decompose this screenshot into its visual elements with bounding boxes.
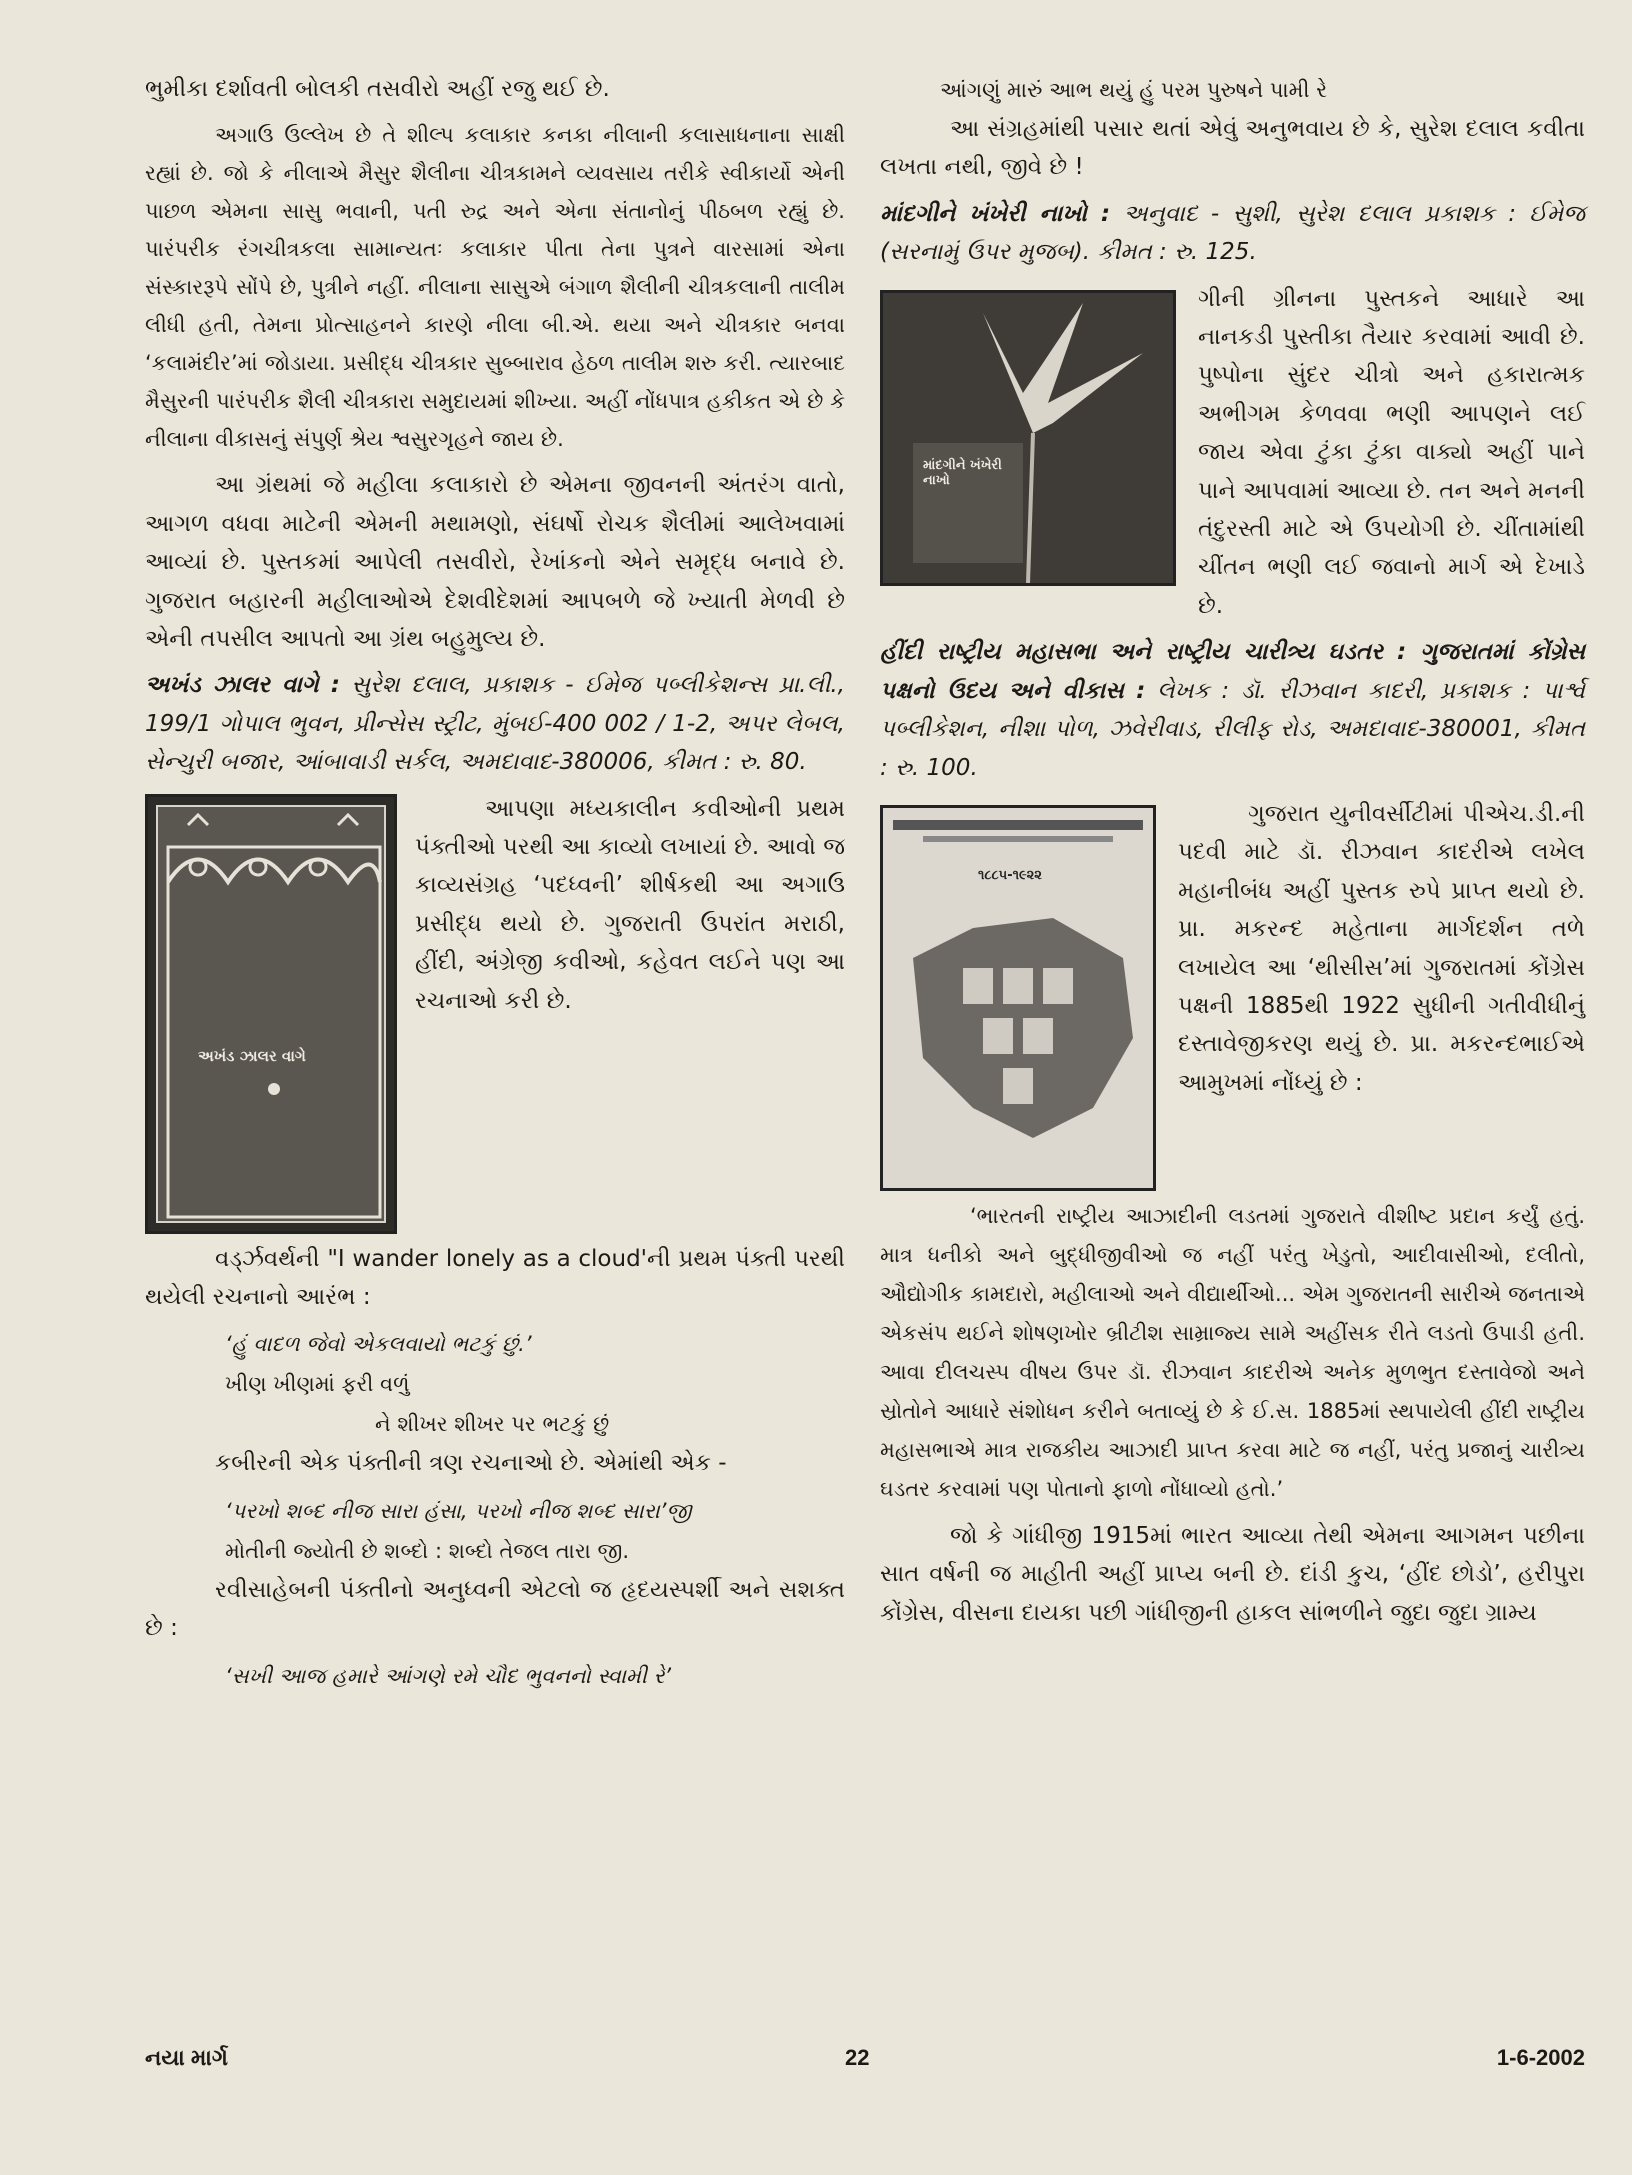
book-meta: સુરેશ દલાલ, પ્રકાશક - ઈમેજ પબ્લીકેશન્સ પ્રા.લી., 199/1 ગોપાલ ભુવન, પ્રીન્સેસ સ્ટ્રીટ, મુંબઈ-400 002 / 1-2, અપર લેબલ, સેન્ચુરી બજાર, આંબાવાડી સર્કલ, અમદાવાદ-380006, કીમત : રુ. 80. bbox=[145, 672, 845, 776]
page-number: 22 bbox=[845, 2045, 870, 2070]
flower-icon bbox=[883, 293, 1173, 583]
verse-line: આંગણું મારું આભ થયું હું પરમ પુરુષને પામી રે bbox=[940, 78, 1328, 102]
book-cover-akhand-jhalar bbox=[145, 794, 397, 1234]
paragraph: કબીરની એક પંક્તીની ત્રણ રચનાઓ છે. એમાંથી એક - bbox=[215, 1450, 727, 1477]
verse-line: ‘હું વાદળ જેવો એકલવાયો ભટકું છું.’ bbox=[225, 1332, 532, 1357]
cover-title: અખંડ ઝાલર વાગે bbox=[198, 1046, 306, 1065]
book-title: માંદગીને ખંખેરી નાખો : bbox=[880, 200, 1111, 227]
book-cover-congress bbox=[880, 805, 1156, 1191]
paragraph: રવીસાહેબની પંક્તીનો અનુધ્વની એટલો જ હૃદયસ્પર્શી અને સશક્ત છે : bbox=[145, 1576, 845, 1642]
book-entry-congress bbox=[880, 633, 1585, 787]
quotation: ‘ભારતની રાષ્ટ્રીય આઝાદીની લડતમાં ગુજરાતે વીશીષ્ટ પ્રદાન કર્યું હતું. માત્ર ધનીકો અને બુદ્ધીજીવીઓ જ નહીં પરંતુ ખેડુતો, આદીવાસીઓ, દલીતો, ઔદ્યોગીક કામદારો, મહીલાઓ અને વીદ્યાર્થીઓ... એમ ગુજરાતની સારીએ જનતાએ એકસંપ થઈને શોષણખોર બ્રીટીશ સામ્રાજ્ય સામે અહીંસક રીતે લડતો ઉપાડી હતી. આવા દીલચસ્પ વીષય ઉપર ડૉ. રીઝવાન કાદરીએ અનેક મુળભુત દસ્તાવેજો અને સ્રોતોને આધારે સંશોધન કરીને બતાવ્યું છે કે ઈ.સ. 1885માં સ્થપાયેલી હીંદી રાષ્ટ્રીય મહાસભાએ માત્ર રાજકીય આઝાદી પ્રાપ્ત કરવા માટે જ નહીં, પરંતુ પ્રજાનું ચારીત્ર્ય ઘડતર કરવામાં પણ પોતાનો ફાળો નોંધાવ્યો હતો.’ bbox=[880, 1203, 1585, 1501]
map-icon bbox=[883, 808, 1153, 1188]
book-title: અખંડ ઝાલર વાગે : bbox=[145, 672, 340, 699]
paragraph: અગાઉ ઉલ્લેખ છે તે શીલ્પ કલાકાર કનકા નીલાની કલાસાધનાના સાક્ષી રહ્યાં છે. જો કે નીલાએ મૈસુર શૈલીના ચીત્રકામને વ્યવસાય તરીકે સ્વીકાર્યો એની પાછળ એમના સાસુ ભવાની, પતી રુદ્ર અને એના સંતાનોનું પીઠબળ રહ્યું છે. પારંપરીક રંગચીત્રકલા સામાન્યતઃ કલાકાર પીતા તેના પુત્રને વારસામાં એના સંસ્કારરૂપે સોંપે છે, પુત્રીને નહીં. નીલાના સાસુએ બંગાળ શૈલીની ચીત્રકલાની તાલીમ લીધી હતી, તેમના પ્રોત્સાહનને કારણે નીલા બી.એ. થયા અને ચીત્રકાર બનવા ‘કલામંદીર’માં જોડાયા. પ્રસીદ્ધ ચીત્રકાર સુબ્બારાવ હેઠળ તાલીમ શરુ કરી. ત્યારબાદ મૈસુરની પારંપરીક શૈલી ચીત્રકારા સમુદાયમાં શીખ્યા. અહીં નોંધપાત્ર હકીકત એ છે કે નીલાના વીકાસનું સંપુર્ણ શ્રેય શ્વસુરગૃહને જાય છે. bbox=[145, 123, 845, 452]
verse-line: ને શીખર શીખર પર ભટકું છું bbox=[375, 1412, 610, 1437]
paragraph: ગીની ગ્રીનના પુસ્તકને આધારે આ નાનકડી પુસ્તીકા તૈયાર કરવામાં આવી છે. પુષ્પોના સુંદર ચીત્રો અને હકારાત્મક અભીગમ કેળવવા ભણી આપણને લઈ જાય એવા ટુંકા ટુંકા વાક્યો અહીં પાને પાને આપવામાં આવ્યા છે. તન અને મનની તંદુરસ્તી માટે એ ઉપયોગી છે. ચીંતામાંથી ચીંતન ભણી લઈ જવાનો માર્ગ એ દેખાડે છે. bbox=[1198, 285, 1585, 619]
cover-title: માંદગીને ખંખેરી નાખો bbox=[923, 457, 1002, 488]
paragraph: જો કે ગાંધીજી 1915માં ભારત આવ્યા તેથી એમના આગમન પછીના સાત વર્ષની જ માહીતી અહીં પ્રાપ્ય બની છે. દાંડી કુચ, ‘હીંદ છોડો’, હરીપુરા કોંગ્રેસ, વીસના દાયકા પછી ગાંધીજીની હાકલ સાંભળીને જુદા જુદા ગ્રામ્ય bbox=[880, 1522, 1585, 1626]
verse-line: ‘સખી આજ હમારે આંગણે રમે ચૌદ ભુવનનો સ્વામી રે’ bbox=[225, 1663, 672, 1688]
cover-years: ૧૮૮૫-૧૯૨૨ bbox=[978, 867, 1042, 883]
paragraph: ભુમીકા દર્શાવતી બોલકી તસવીરો અહીં રજુ થઈ છે. bbox=[145, 76, 610, 102]
paragraph: આ ગ્રંથમાં જે મહીલા કલાકારો છે એમના જીવનની અંતરંગ વાતો, આગળ વધવા માટેની એમની મથામણો, સંઘર્ષો રોચક શૈલીમાં આલેખવામાં આવ્યાં છે. પુસ્તકમાં આપેલી તસવીરો, રેખાંકનો એને સમૃદ્ધ બનાવે છે. ગુજરાત બહારની મહીલાઓએ દેશવીદેશમાં આપબળે જે ખ્યાતી મેળવી છે એની તપસીલ આપતો આ ગ્રંથ બહુમુલ્ય છે. bbox=[145, 472, 845, 653]
paragraph: આપણા મધ્યકાલીન કવીઓની પ્રથમ પંક્તીઓ પરથી આ કાવ્યો લખાયાં છે. આવો જ કાવ્યસંગ્રહ ‘પદધ્વની’ શીર્ષકથી આ અગાઉ પ્રસીદ્ધ થયો છે. ગુજરાતી ઉપરાંત મરાઠી, હીંદી, અંગ્રેજી કવીઓ, કહેવત લઈને પણ આ રચનાઓ કરી છે. bbox=[415, 795, 845, 1014]
issue-date: 1-6-2002 bbox=[1496, 2045, 1585, 2070]
book-entry-akhand bbox=[145, 666, 845, 781]
page-footer bbox=[145, 2045, 1585, 2085]
verse-line: મોતીની જ્યોતી છે શબ્દો : શબ્દો તેજલ તારા જી. bbox=[225, 1538, 630, 1563]
book-title: હીંદી રાષ્ટ્રીય મહાસભા અને રાષ્ટ્રીય ચારીત્ર્ય ઘડતર : ગુજરાતમાં કોંગ્રેસ પક્ષનો ઉદય અને વીકાસ : bbox=[880, 639, 1585, 704]
verse-line: ‘પરખો શબ્દ નીજ સારા હંસા, પરખો નીજ શબ્દ સારા’જી bbox=[225, 1498, 692, 1523]
paragraph: ગુજરાત યુનીવર્સીટીમાં પીએચ.ડી.ની પદવી માટે ડૉ. રીઝવાન કાદરીએ લખેલ મહાનીબંધ અહીં પુસ્તક રુપે પ્રાપ્ત થયો છે. પ્રા. મકરન્દ મહેતાના માર્ગદર્શન તળે લખાયેલ આ ‘થીસીસ’માં ગુજરાતમાં કોંગ્રેસ પક્ષની 1885થી 1922 સુધીની ગતીવીધીનું દસ્તાવેજીકરણ થયું છે. પ્રા. મકરન્દભાઈએ આમુખમાં નોંધ્યું છે : bbox=[1178, 800, 1585, 1096]
arch-ornament-icon bbox=[158, 807, 390, 1227]
paragraph: આ સંગ્રહમાંથી પસાર થતાં એવું અનુભવાય છે કે, સુરેશ દલાલ કવીતા લખતા નથી, જીવે છે ! bbox=[880, 116, 1585, 181]
left-column bbox=[145, 70, 845, 1696]
book-entry-mandagi bbox=[880, 195, 1585, 272]
book-meta: લેખક : ડૉ. રીઝવાન કાદરી, પ્રકાશક : પાર્શ્વ પબ્લીકેશન, નીશા પોળ, ઝવેરીવાડ, રીલીફ રોડ, અમદાવાદ-380001, કીમત : રુ. 100. bbox=[880, 677, 1585, 781]
publication-name: નયા માર્ગ bbox=[145, 2045, 228, 2070]
paragraph: વર્ડ્ઝવર્થની "I wander lonely as a cloud'ની પ્રથમ પંક્તી પરથી થયેલી રચનાનો આરંભ : bbox=[145, 1245, 845, 1311]
book-cover-mandagi bbox=[880, 290, 1176, 586]
book-meta: અનુવાદ - સુશી, સુરેશ દલાલ પ્રકાશક : ઈમેજ (સરનામું ઉપર મુજબ). કીમત : રુ. 125. bbox=[880, 200, 1585, 266]
right-column bbox=[880, 70, 1585, 1640]
verse-line: ખીણ ખીણમાં ફરી વળું bbox=[225, 1372, 410, 1397]
